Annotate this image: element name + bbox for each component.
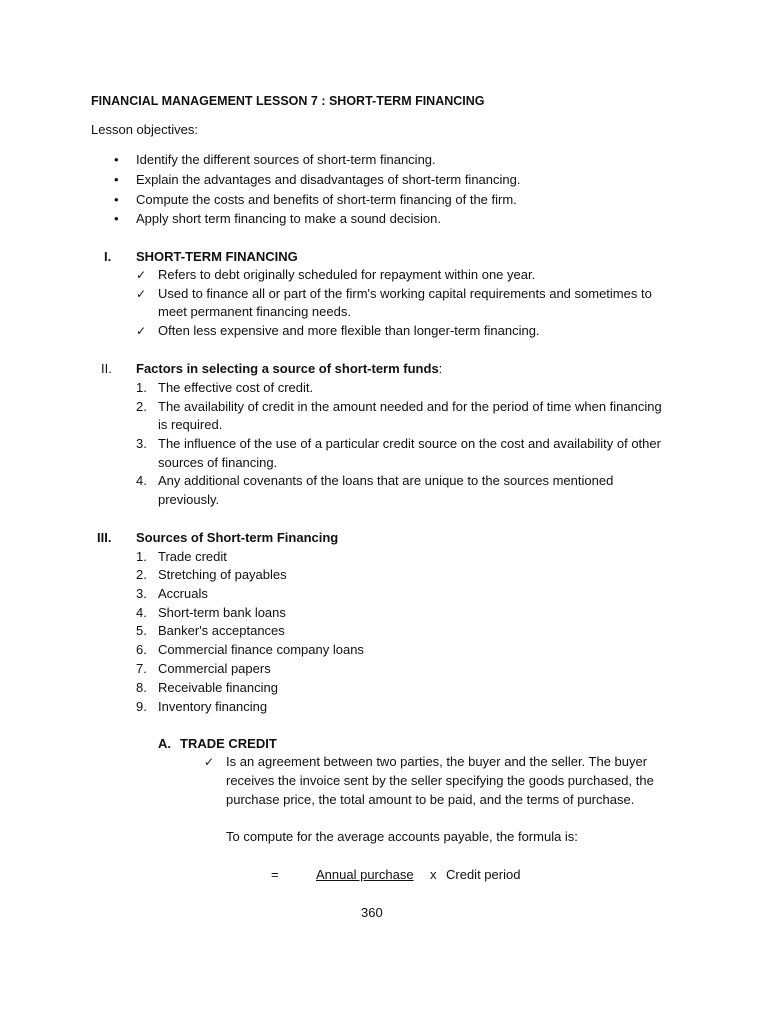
checkmark-icon: ✓ xyxy=(204,755,215,769)
objectives-label: Lesson objectives: xyxy=(91,122,198,137)
checkmark-icon: ✓ xyxy=(136,324,147,338)
list-item: Commercial papers xyxy=(158,661,271,676)
objective-item: Compute the costs and benefits of short-term financing of the firm. xyxy=(136,192,517,207)
objective-item: Explain the advantages and disadvantages of short-term financing. xyxy=(136,172,521,187)
subsection-text: purchase price, the total amount to be paid, and the terms of purchase. xyxy=(226,792,635,807)
list-number: 8. xyxy=(136,680,147,695)
list-number: 3. xyxy=(136,586,147,601)
list-number: 1. xyxy=(136,549,147,564)
bullet-icon: • xyxy=(114,152,119,167)
section-point: Used to finance all or part of the firm's working capital requirements and sometimes to xyxy=(158,286,652,301)
section-numeral: II. xyxy=(101,361,112,376)
list-number: 4. xyxy=(136,473,147,488)
objective-item: Apply short term financing to make a sound decision. xyxy=(136,211,441,226)
formula-equals: = xyxy=(271,867,279,882)
section-heading: Sources of Short-term Financing xyxy=(136,530,339,545)
list-number: 4. xyxy=(136,605,147,620)
section-numeral: III. xyxy=(97,530,112,545)
objective-item: Identify the different sources of short-term financing. xyxy=(136,152,436,167)
list-item: Commercial finance company loans xyxy=(158,642,364,657)
list-item: Inventory financing xyxy=(158,699,268,714)
list-item: Receivable financing xyxy=(158,680,278,695)
formula-rhs: Credit period xyxy=(446,867,521,882)
list-item: Short-term bank loans xyxy=(158,605,286,620)
section-point-continued: meet permanent financing needs. xyxy=(158,304,351,319)
section-numeral: I. xyxy=(104,249,112,264)
list-number: 6. xyxy=(136,642,147,657)
list-number: 1. xyxy=(136,380,147,395)
formula-numerator: Annual purchase xyxy=(316,867,414,882)
list-item-continued: previously. xyxy=(158,492,220,507)
page-number: 360 xyxy=(361,905,383,920)
list-item: The influence of the use of a particular credit source on the cost and availability of other xyxy=(158,436,661,451)
subsection-letter: A. xyxy=(158,736,171,751)
bullet-icon: • xyxy=(114,172,119,187)
page-title: FINANCIAL MANAGEMENT LESSON 7 : SHORT-TERM FINANCING xyxy=(91,94,485,108)
list-item: Any additional covenants of the loans that are unique to the sources mentioned xyxy=(158,473,614,488)
list-item: The effective cost of credit. xyxy=(158,380,314,395)
list-number: 3. xyxy=(136,436,147,451)
list-item: Trade credit xyxy=(158,549,227,564)
list-number: 5. xyxy=(136,623,147,638)
list-item: Accruals xyxy=(158,586,208,601)
section-heading-text: Factors in selecting a source of short-term funds xyxy=(136,361,439,376)
list-number: 2. xyxy=(136,567,147,582)
formula-intro: To compute for the average accounts payable, the formula is: xyxy=(226,829,578,844)
list-number: 2. xyxy=(136,399,147,414)
list-item-continued: is required. xyxy=(158,417,223,432)
list-item: Banker's acceptances xyxy=(158,623,285,638)
subsection-text: receives the invoice sent by the seller specifying the goods purchased, the xyxy=(226,773,654,788)
list-number: 7. xyxy=(136,661,147,676)
section-heading xyxy=(136,360,442,378)
list-item-continued: sources of financing. xyxy=(158,455,278,470)
list-item: The availability of credit in the amount needed and for the period of time when financing xyxy=(158,399,662,414)
list-number: 9. xyxy=(136,699,147,714)
bullet-icon: • xyxy=(114,192,119,207)
section-heading: SHORT-TERM FINANCING xyxy=(136,249,298,264)
subsection-heading: TRADE CREDIT xyxy=(180,736,277,751)
section-point: Refers to debt originally scheduled for repayment within one year. xyxy=(158,267,536,282)
bullet-icon: • xyxy=(114,211,119,226)
section-heading-suffix: : xyxy=(438,361,443,376)
section-point: Often less expensive and more flexible than longer-term financing. xyxy=(158,323,540,338)
formula-times: x xyxy=(430,867,437,882)
checkmark-icon: ✓ xyxy=(136,287,147,301)
checkmark-icon: ✓ xyxy=(136,268,147,282)
subsection-text: Is an agreement between two parties, the buyer and the seller. The buyer xyxy=(226,754,648,769)
list-item: Stretching of payables xyxy=(158,567,287,582)
